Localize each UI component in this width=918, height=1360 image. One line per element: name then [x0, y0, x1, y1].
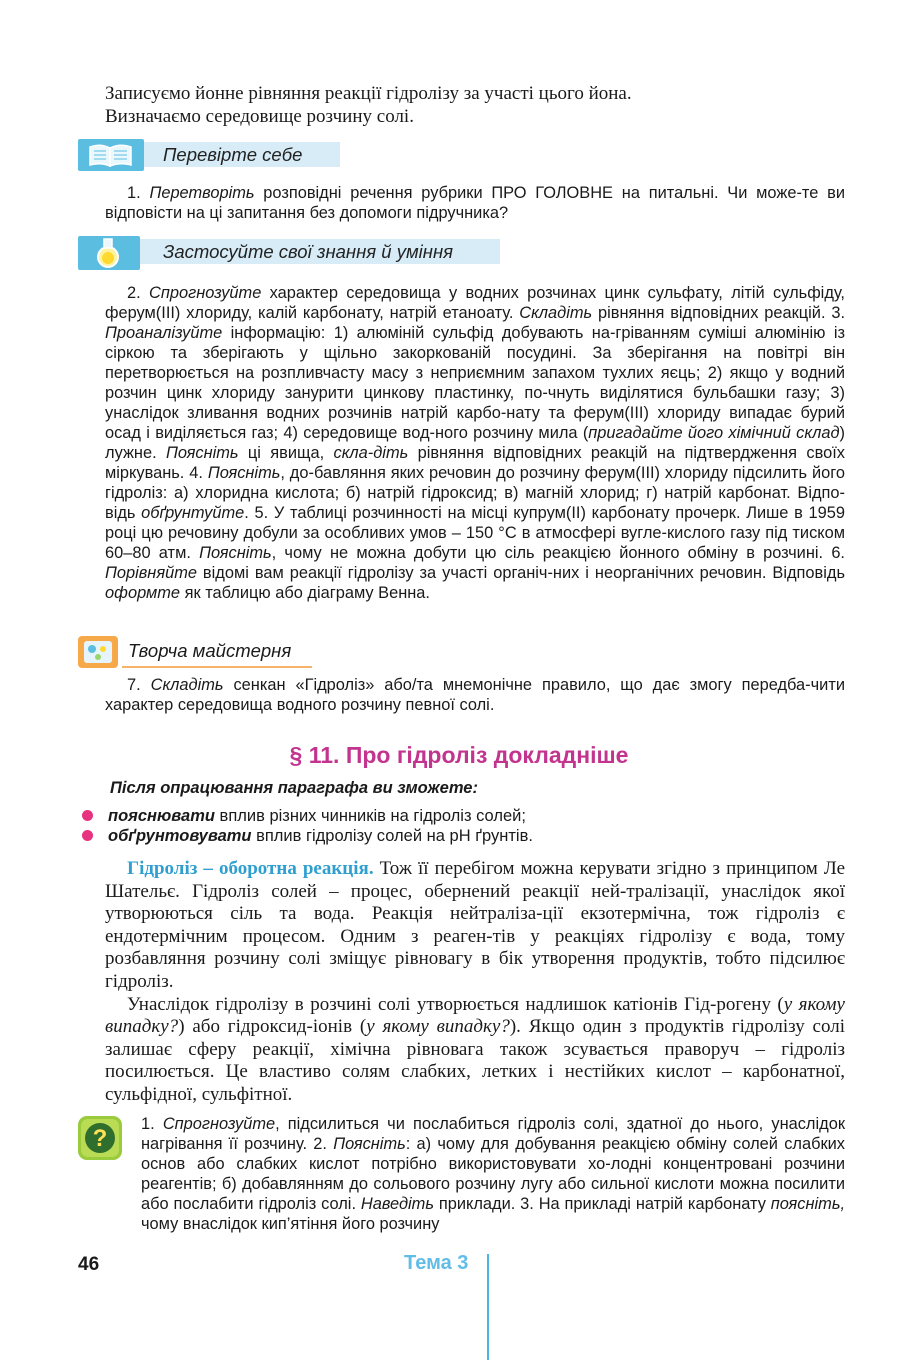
apply-verb: пригадайте його хімічний склад [588, 424, 840, 442]
apply-verb: обґрунтуйте [141, 504, 245, 522]
body-paragraph-2 [105, 994, 845, 1107]
apply-verb: оформте [105, 584, 181, 602]
goal-text: вплив різних чинників на гідроліз солей; [214, 807, 526, 825]
rubric-check-title: Перевірте себе [138, 142, 340, 167]
body-text-part: ) або гідроксид-іонів ( [178, 1016, 367, 1038]
question-text: приклади. 3. На прикладі натрій карбонату [433, 1195, 771, 1213]
question-text: , підсилиться чи послабиться гідроліз солі, здатної до нього, унаслідок нагрівання її розчину. 2. [141, 1115, 845, 1153]
apply-text: рівняння відповідних реакцій на підтвердження своїх міркувань. 4. [105, 444, 845, 482]
intro-line-1: Записуємо йонне рівняння реакції гідролізу за участі цього йона. [105, 83, 632, 104]
body-paragraph-1 [105, 858, 845, 994]
rubric-apply-title: Застосуйте свої знання й уміння [138, 239, 500, 264]
task-7-text: сенкан «Гідроліз» або/та мнемонічне правило, що дає змогу передба-чити характер середовища водного розчину певної солі. [105, 676, 845, 714]
flask-icon [78, 236, 140, 270]
page-number: 46 [78, 1254, 100, 1275]
question-text: : а) чому для добування реакцією обміну солей слабких основ або слабких кислот потрібно використовувати хо-лодні концентровані розчини реагентів; б) добавлянням до сольового розчину лугу або сильної кислоти можна посилити або послабити гідроліз солі. [141, 1135, 845, 1213]
task-7-number: 7. [127, 676, 151, 694]
open-book-icon [78, 139, 144, 171]
apply-verb: Проаналізуйте [105, 324, 223, 342]
apply-text: характер середовища у водних розчинах цинк сульфату, літій сульфіду, ферум(III) хлориду, калій карбонату, натрій етаноату. [105, 284, 845, 322]
question-text: чому внаслідок кип’ятіння його розчину [141, 1215, 440, 1233]
goal-verb: пояснювати [108, 807, 215, 825]
goal-item [108, 826, 533, 846]
apply-text: як таблицю або діаграму Венна. [180, 584, 430, 602]
apply-verb: Порівняйте [105, 564, 197, 582]
body-paragraph-1-text: Тож її перебігом можна керувати згідно з принципом Ле Шательє. Гідроліз солей – процес, обернений реакції ней-тралізації, унаслідок якої утворюються сіль та вода. Реакція нейтраліза-ції екзотермічна, тож гідроліз є ендотермічним процесом. Одним з реаген-тів у реакціях гідролізу є вода, тому розбавляння розчину солі зміщує рівновагу в бік утворення продуктів, тобто підсилює гідроліз. [105, 858, 846, 992]
apply-text: відомі вам реакції гідролізу за участі органіч-них і неорганічних речовин. Відповідь [196, 564, 845, 582]
apply-verb: Поясніть [207, 464, 281, 482]
task-7 [105, 675, 845, 715]
task-1-number: 1. [127, 184, 150, 202]
rubric-apply-knowledge [78, 236, 500, 264]
apply-text: ці явища, [238, 444, 334, 462]
goal-verb: обґрунтовувати [108, 827, 252, 845]
palette-icon [78, 636, 118, 668]
question-number: 1. [141, 1115, 163, 1133]
apply-verb: Поясніть [165, 444, 239, 462]
footer-divider [487, 1254, 489, 1360]
body-question: у якому випадку? [105, 993, 845, 1038]
goal-text: вплив гідролізу солей на рН ґрунтів. [251, 827, 533, 845]
question-1-para [105, 1114, 845, 1234]
topic-label: Тема 3 [404, 1252, 469, 1274]
bullet-dot [82, 810, 93, 821]
question-verb: Спрогнозуйте [162, 1115, 276, 1133]
apply-text: . 5. У таблиці розчинності на місці купрум(II) карбонату прочерк. Лише в 1959 році цю речовину добули за особливих умов – 150 °С в атмосфері вугле-кислого газу під тиском 60–80 атм. [105, 504, 845, 562]
apply-text: ) лужне. [105, 424, 845, 462]
rubric-check-yourself [78, 139, 340, 167]
rubric-creative-underline [122, 666, 312, 668]
bullet-dot [82, 830, 93, 841]
apply-verb: Складіть [519, 304, 593, 322]
apply-text: 2. [127, 284, 150, 302]
goal-item [108, 806, 526, 826]
body-text [105, 858, 845, 1107]
body-text-part: Унаслідок гідролізу в розчині солі утворюється надлишок катіонів Гід-рогену ( [127, 993, 784, 1015]
body-text-part: ). Якщо один з продуктів гідролізу солі залишає сферу реакції, хімічна рівновага також зсувається праворуч – гідроліз посилюється. Це властиво солям слабких, летких і нестійких кислот – карбонатної, сульфідної, сульфітної. [105, 1016, 845, 1105]
question-verb: Наведіть [360, 1195, 434, 1213]
rubric-creative-title: Творча майстерня [128, 640, 292, 661]
svg-text:?: ? [92, 1125, 108, 1152]
section-title: § 11. Про гідроліз докладніше [289, 742, 629, 768]
apply-text: , чому не можна добути цю сіль реакцією йонного обміну в розчині. 6. [271, 544, 845, 562]
intro-line-2: Визначаємо середовище розчину солі. [105, 106, 414, 127]
apply-verb: Спрогнозуйте [149, 284, 262, 302]
question-verb: Поясніть [333, 1135, 406, 1153]
review-questions [105, 1114, 845, 1234]
task-1 [105, 183, 845, 223]
apply-text: інформацію: 1) алюміній сульфід добувають на-гріванням суміші алюмінію із сіркою та зберігають у щільно закоркованій посудині. За зберігання на повітрі він перетворюється на розпливчасту масу з неприємним запахом тухлих яєць; 2) якщо у водний розчин цинк хлориду занурити цинкову пластинку, по-чнуть виділятися бульбашки газу; 3) унаслідок зливання водних розчинів натрій карбо-нату та ферум(III) хлориду випадає бурий осад і виділяється газ; 4) середовище вод-ного розчину мила ( [105, 324, 845, 442]
body-question: у якому випадку? [366, 1016, 510, 1038]
goals-heading: Після опрацювання параграфа ви зможете: [110, 779, 478, 797]
rubric-creative-workshop [78, 636, 318, 664]
question-verb: поясніть, [770, 1195, 845, 1213]
apply-verb: скла-діть [333, 444, 409, 462]
intro-text [105, 82, 845, 128]
apply-text: , до-бавляння яких речовин до розчину ферум(III) хлориду підсилить його гідроліз: а) хлоридна кислота; б) натрій гідроксид; в) магній хлорид; г) натрій карбонат. Відпо-відь [105, 464, 845, 522]
task-1-verb: Перетворіть [149, 184, 255, 202]
task-1-text: розповідні речення рубрики ПРО ГОЛОВНЕ на питальні. Чи може-те ви відповісти на ці запитання без допомоги підручника? [105, 184, 845, 222]
apply-verb: Поясніть [199, 544, 272, 562]
key-statement: Гідроліз – оборотна реакція. [127, 858, 374, 879]
apply-text: рівняння відповідних реакцій. 3. [592, 304, 846, 322]
task-7-verb: Складіть [150, 676, 224, 694]
apply-tasks [105, 283, 845, 603]
